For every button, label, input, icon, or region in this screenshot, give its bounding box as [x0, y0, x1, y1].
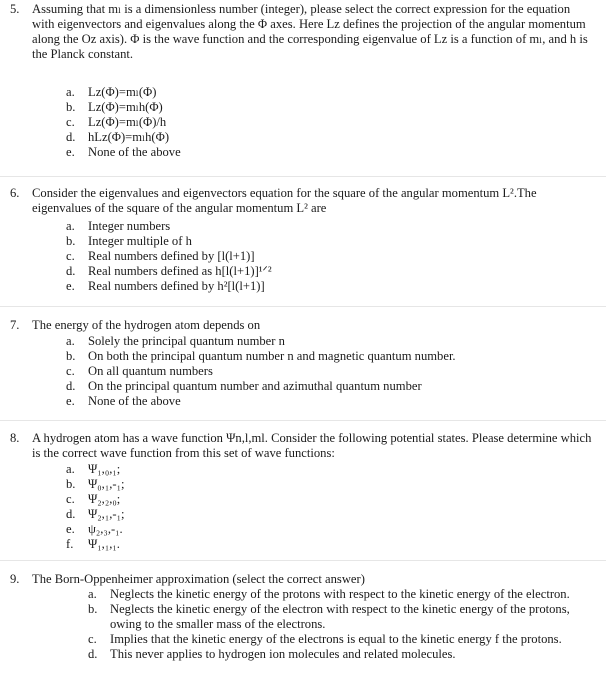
question-number: 6. [10, 186, 20, 200]
option-text: None of the above [88, 394, 181, 408]
option-text: On all quantum numbers [88, 364, 213, 378]
divider [0, 306, 606, 307]
option-c[interactable]: c. Implies that the kinetic energy of the electrons is equal to the kinetic energy f the protons. [88, 632, 562, 646]
question-number: 5. [10, 2, 20, 16]
option-text: Ψ₂,₂,₀; [88, 492, 121, 506]
option-d[interactable]: d. Real numbers defined as h[l(l+1)]¹ᐟ² [66, 264, 272, 278]
option-text: Real numbers defined as h[l(l+1)]¹ᐟ² [88, 264, 272, 278]
option-c[interactable]: c. Real numbers defined by [l(l+1)] [66, 249, 255, 263]
option-d[interactable]: d. This never applies to hydrogen ion molecules and related molecules. [88, 647, 456, 661]
option-d[interactable]: d. On the principal quantum number and azimuthal quantum number [66, 379, 422, 393]
option-list [66, 85, 594, 160]
divider [0, 420, 606, 421]
question-number: 7. [10, 318, 20, 332]
option-text: Ψ₁,₁,₁. [88, 537, 120, 551]
option-a[interactable]: a. Integer numbers [66, 219, 171, 233]
divider [0, 176, 606, 177]
option-list [88, 587, 594, 662]
option-text: Lz(Φ)=mₗ(Φ) [88, 85, 157, 99]
option-text: hLz(Φ)=mₗh(Φ) [88, 130, 170, 144]
option-c[interactable]: c. Ψ₂,₂,₀; [66, 492, 121, 506]
question-text: The energy of the hydrogen atom depends on [32, 318, 261, 332]
question-text: Assuming that mₗ is a dimensionless number (integer), please select the correct expression for the equation with eigenvectors and eigenvalues along the Φ axes. Here Lz defines the projection of the angular momentum along the Oz axis). Φ is the wave function and the corresponding eigenvalue of Lz is a function of mₗ, and h is the Planck constant. [32, 2, 588, 61]
option-text: Lz(Φ)=mₗ(Φ)/h [88, 115, 167, 129]
option-e[interactable]: e. Real numbers defined by h²[l(l+1)] [66, 279, 265, 293]
option-list [66, 462, 594, 552]
option-text: None of the above [88, 145, 181, 159]
option-b[interactable]: b. On both the principal quantum number n and magnetic quantum number. [66, 349, 456, 363]
option-text: Integer multiple of h [88, 234, 192, 248]
option-text: Neglects the kinetic energy of the electron with respect to the kinetic energy of the protons, owing to the smaller mass of the electrons. [110, 602, 570, 631]
option-b[interactable]: b. Lz(Φ)=mₗh(Φ) [66, 100, 163, 114]
option-list [66, 334, 594, 409]
option-text: Integer numbers [88, 219, 171, 233]
question-number: 9. [10, 572, 20, 586]
option-text: This never applies to hydrogen ion molecules and related molecules. [110, 647, 456, 661]
option-text: On the principal quantum number and azimuthal quantum number [88, 379, 422, 393]
option-a[interactable]: a. Neglects the kinetic energy of the protons with respect to the kinetic energy of the electron. [88, 587, 570, 601]
option-c[interactable]: c. On all quantum numbers [66, 364, 213, 378]
option-b[interactable]: b. Neglects the kinetic energy of the electron with respect to the kinetic energy of the protons, owing to the smaller mass of the electrons. [88, 602, 570, 631]
question-text: A hydrogen atom has a wave function Ψn,l,ml. Consider the following potential states. Please determine which is the correct wave function from this set of wave functions: [32, 431, 592, 460]
option-a[interactable]: a. Solely the principal quantum number n [66, 334, 285, 348]
option-text: Lz(Φ)=mₗh(Φ) [88, 100, 163, 114]
option-text: Real numbers defined by h²[l(l+1)] [88, 279, 265, 293]
option-text: Neglects the kinetic energy of the protons with respect to the kinetic energy of the electron. [110, 587, 570, 601]
option-text: Solely the principal quantum number n [88, 334, 285, 348]
option-d[interactable]: d. Ψ₂,₁,-₁; [66, 507, 125, 521]
option-e[interactable]: e. ψ₂,₃,-₁. [66, 522, 123, 536]
option-e[interactable]: e. None of the above [66, 394, 181, 408]
option-text: Implies that the kinetic energy of the electrons is equal to the kinetic energy f the protons. [110, 632, 562, 646]
option-text: Real numbers defined by [l(l+1)] [88, 249, 255, 263]
option-list [66, 219, 594, 294]
option-a[interactable]: a. Ψ₁,₀,₁; [66, 462, 121, 476]
option-e[interactable]: e. None of the above [66, 145, 181, 159]
option-b[interactable]: b. Ψ₀,₁,-₁; [66, 477, 125, 491]
option-d[interactable]: d. hLz(Φ)=mₗh(Φ) [66, 130, 170, 144]
option-text: On both the principal quantum number n and magnetic quantum number. [88, 349, 456, 363]
divider [0, 560, 606, 561]
option-a[interactable]: a. Lz(Φ)=mₗ(Φ) [66, 85, 157, 99]
option-text: Ψ₂,₁,-₁; [88, 507, 125, 521]
option-text: Ψ₁,₀,₁; [88, 462, 121, 476]
option-text: ψ₂,₃,-₁. [88, 522, 123, 536]
option-text: Ψ₀,₁,-₁; [88, 477, 125, 491]
option-f[interactable]: f. Ψ₁,₁,₁. [66, 537, 120, 551]
question-text: The Born-Oppenheimer approximation (select the correct answer) [32, 572, 365, 586]
question-number: 8. [10, 431, 20, 445]
option-c[interactable]: c. Lz(Φ)=mₗ(Φ)/h [66, 115, 167, 129]
option-b[interactable]: b. Integer multiple of h [66, 234, 192, 248]
question-text: Consider the eigenvalues and eigenvectors equation for the square of the angular momentum L².The eigenvalues of the square of the angular momentum L² are [32, 186, 537, 215]
